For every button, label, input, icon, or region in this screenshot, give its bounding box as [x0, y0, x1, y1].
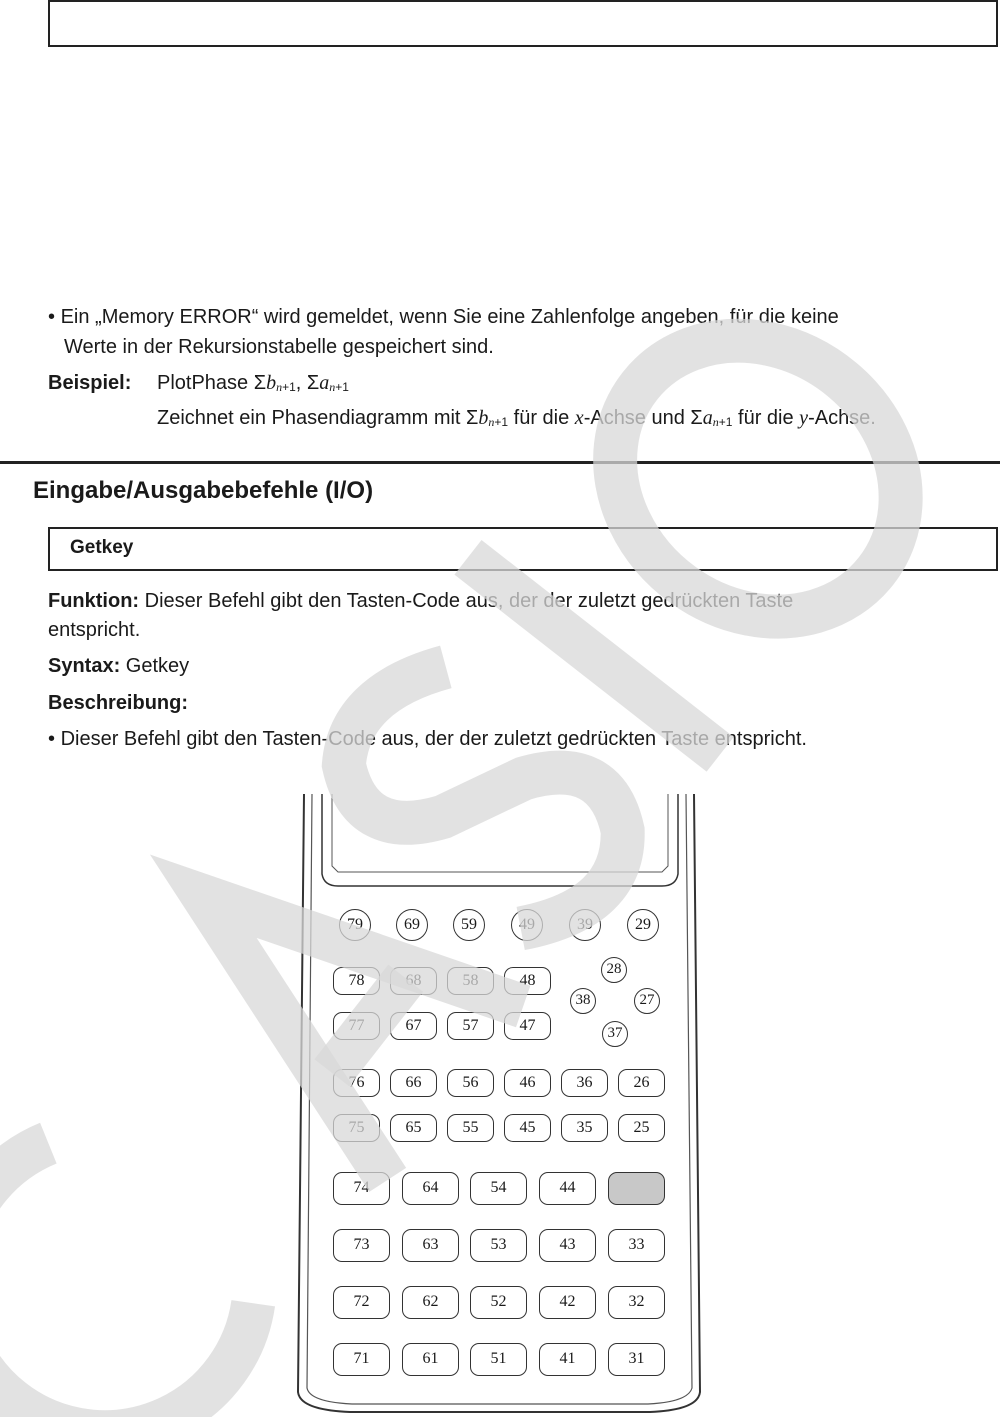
key-code-45: 45	[504, 1114, 551, 1142]
sub-plus1: +1	[335, 380, 349, 394]
key-code-52: 52	[470, 1286, 527, 1319]
function-label: Funktion:	[48, 590, 140, 612]
var-b: b	[478, 407, 489, 429]
calculator-outline	[290, 792, 710, 1417]
desc-mid2: -Achse und Σ	[583, 407, 703, 429]
key-code-56: 56	[447, 1069, 494, 1097]
key-code-54: 54	[470, 1172, 527, 1205]
key-code-66: 66	[390, 1069, 437, 1097]
sub-plus1: +1	[494, 415, 509, 429]
key-code-39: 39	[569, 909, 601, 941]
section-heading: Eingabe/Ausgabebefehle (I/O)	[33, 477, 374, 504]
key-code-47: 47	[504, 1012, 551, 1040]
var-a: a	[702, 407, 713, 429]
key-code-67: 67	[390, 1012, 437, 1040]
key-code-29: 29	[627, 909, 659, 941]
key-code-69: 69	[396, 909, 428, 941]
var-a: a	[319, 372, 330, 394]
section-divider	[0, 461, 1000, 464]
key-code-55: 55	[447, 1114, 494, 1142]
key-code-71: 71	[333, 1343, 390, 1376]
top-frame	[48, 0, 998, 47]
command-name: Getkey	[70, 537, 134, 558]
key-code-58: 58	[447, 967, 494, 995]
key-code-48: 48	[504, 967, 551, 995]
memory-note-line2: Werte in der Rekursionstabelle gespeichert sind.	[64, 336, 494, 358]
sub-plus1: +1	[718, 415, 733, 429]
key-code-44: 44	[539, 1172, 596, 1205]
function-text: Dieser Befehl gibt den Tasten-Code aus, der der zuletzt gedrückten Taste	[139, 590, 794, 612]
key-code-33: 33	[608, 1229, 665, 1262]
sub-n: n	[329, 380, 336, 394]
syntax-label: Syntax:	[48, 655, 121, 677]
key-code-72: 72	[333, 1286, 390, 1319]
y-var: y	[799, 407, 809, 429]
key-code-78: 78	[333, 967, 380, 995]
key-blank	[608, 1172, 665, 1205]
key-code-53: 53	[470, 1229, 527, 1262]
key-code-28: 28	[601, 957, 627, 983]
command-box	[48, 527, 998, 571]
desc-prefix: Zeichnet ein Phasendiagramm mit Σ	[157, 407, 479, 429]
description-text: Dieser Befehl gibt den Tasten-Code aus, der der zuletzt gedrückten Taste entspricht.	[60, 728, 807, 750]
description-label: Beschreibung:	[48, 692, 189, 714]
key-code-35: 35	[561, 1114, 608, 1142]
key-code-59: 59	[453, 909, 485, 941]
key-code-76: 76	[333, 1069, 380, 1097]
bullet: •	[48, 306, 56, 328]
key-code-74: 74	[333, 1172, 390, 1205]
key-code-51: 51	[470, 1343, 527, 1376]
key-code-25: 25	[618, 1114, 665, 1142]
example-description	[157, 403, 876, 437]
function-line1	[48, 586, 793, 616]
cmd-prefix: PlotPhase Σ	[157, 372, 267, 394]
key-code-27: 27	[634, 988, 660, 1014]
key-code-41: 41	[539, 1343, 596, 1376]
syntax-text: Getkey	[120, 655, 190, 677]
memory-note-line1	[48, 302, 839, 332]
memory-note-text: Ein „Memory ERROR“ wird gemeldet, wenn Sie eine Zahlenfolge angeben, für die keine	[60, 306, 839, 328]
sub-n: n	[276, 380, 283, 394]
key-code-63: 63	[402, 1229, 459, 1262]
key-code-57: 57	[447, 1012, 494, 1040]
desc-end: -Achse.	[808, 407, 876, 429]
comma-sigma: , Σ	[295, 372, 320, 394]
key-code-43: 43	[539, 1229, 596, 1262]
key-code-49: 49	[511, 909, 543, 941]
key-code-37: 37	[602, 1021, 628, 1047]
example-label: Beispiel:	[48, 372, 132, 394]
description-line	[48, 724, 807, 754]
example-command	[157, 368, 349, 402]
var-b: b	[266, 372, 277, 394]
key-code-77: 77	[333, 1012, 380, 1040]
key-code-68: 68	[390, 967, 437, 995]
sub-n: n	[712, 415, 719, 429]
key-code-26: 26	[618, 1069, 665, 1097]
key-code-42: 42	[539, 1286, 596, 1319]
key-code-46: 46	[504, 1069, 551, 1097]
key-code-62: 62	[402, 1286, 459, 1319]
key-code-65: 65	[390, 1114, 437, 1142]
sub-plus1: +1	[282, 380, 296, 394]
desc-mid3: für die	[732, 407, 800, 429]
key-code-38: 38	[570, 988, 596, 1014]
key-code-36: 36	[561, 1069, 608, 1097]
bullet: •	[48, 728, 56, 750]
desc-mid1: für die	[508, 407, 575, 429]
key-code-64: 64	[402, 1172, 459, 1205]
sub-n: n	[488, 415, 495, 429]
syntax-line	[48, 651, 189, 681]
key-code-73: 73	[333, 1229, 390, 1262]
x-var: x	[574, 407, 584, 429]
key-code-61: 61	[402, 1343, 459, 1376]
key-code-79: 79	[339, 909, 371, 941]
key-code-32: 32	[608, 1286, 665, 1319]
key-code-31: 31	[608, 1343, 665, 1376]
key-code-75: 75	[333, 1114, 380, 1142]
function-line2: entspricht.	[48, 619, 141, 641]
